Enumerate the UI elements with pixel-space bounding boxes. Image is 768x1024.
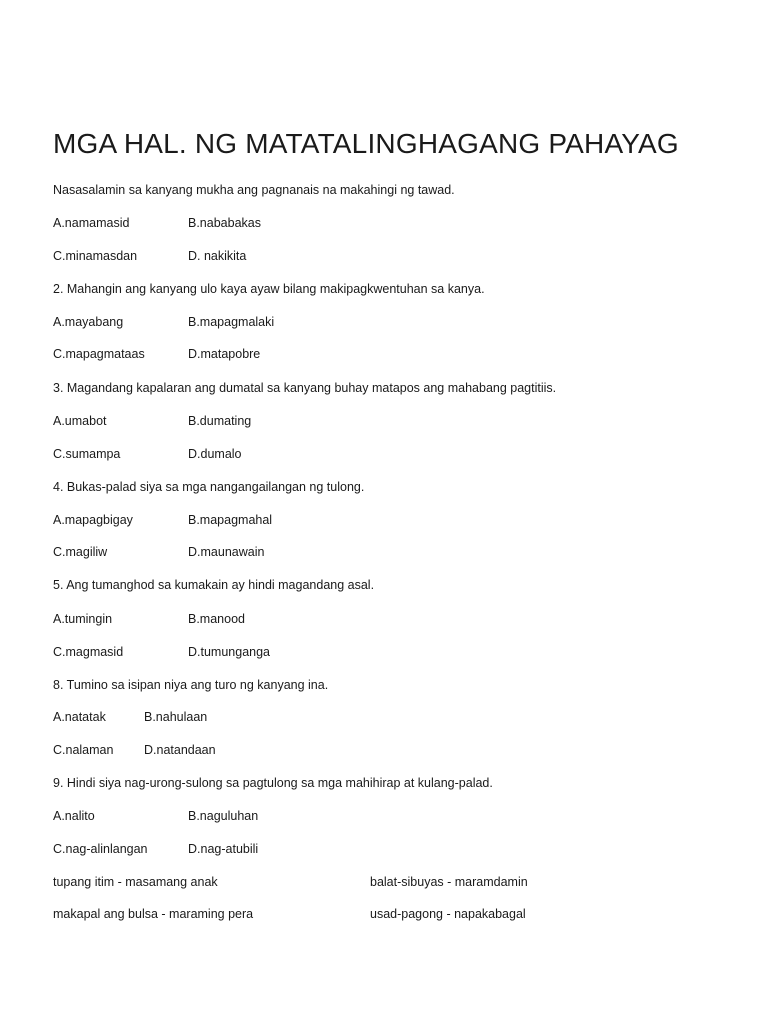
- option-b: B.nahulaan: [144, 710, 208, 724]
- option-c: C.magmasid: [53, 645, 124, 659]
- question-3-prompt: 3. Magandang kapalaran ang dumatal sa kanyang buhay matapos ang mahabang pagtitiis.: [53, 381, 557, 395]
- idiom-item: makapal ang bulsa - maraming pera: [53, 907, 254, 921]
- question-4-prompt: 4. Bukas-palad siya sa mga nangangailangan ng tulong.: [53, 480, 365, 494]
- option-c: C.minamasdan: [53, 249, 138, 263]
- option-d: D. nakikita: [188, 249, 247, 263]
- option-d: D.tumunganga: [188, 645, 271, 659]
- question-5-prompt: 5. Ang tumanghod sa kumakain ay hindi magandang asal.: [53, 578, 375, 592]
- option-c: C.sumampa: [53, 447, 121, 461]
- option-d: D.natandaan: [144, 743, 216, 757]
- option-b: B.mapagmalaki: [188, 315, 275, 329]
- option-c: C.nalaman: [53, 743, 114, 757]
- option-a: A.mapagbigay: [53, 513, 133, 527]
- option-c: C.mapagmataas: [53, 347, 145, 361]
- page-title: MGA HAL. NG MATATALINGHAGANG PAHAYAG: [53, 128, 679, 159]
- option-c: C.nag-alinlangan: [53, 842, 148, 856]
- question-8-prompt: 8. Tumino sa isipan niya ang turo ng kanyang ina.: [53, 678, 329, 692]
- option-b: B.naguluhan: [188, 809, 259, 823]
- option-c: C.magiliw: [53, 545, 108, 559]
- option-b: B.nababakas: [188, 216, 261, 230]
- idiom-item: usad-pagong - napakabagal: [370, 907, 526, 921]
- question-9-prompt: 9. Hindi siya nag-urong-sulong sa pagtulong sa mga mahihirap at kulang-palad.: [53, 776, 493, 790]
- option-b: B.dumating: [188, 414, 252, 428]
- option-d: D.maunawain: [188, 545, 265, 559]
- option-b: B.mapagmahal: [188, 513, 273, 527]
- option-a: A.nalito: [53, 809, 95, 823]
- option-a: A.tumingin: [53, 612, 113, 626]
- idiom-item: tupang itim - masamang anak: [53, 875, 218, 889]
- option-d: D.nag-atubili: [188, 842, 259, 856]
- option-a: A.namamasid: [53, 216, 130, 230]
- option-d: D.matapobre: [188, 347, 261, 361]
- question-2-prompt: 2. Mahangin ang kanyang ulo kaya ayaw bilang makipagkwentuhan sa kanya.: [53, 282, 485, 296]
- option-b: B.manood: [188, 612, 245, 626]
- question-1-prompt: Nasasalamin sa kanyang mukha ang pagnanais na makahingi ng tawad.: [53, 183, 455, 197]
- idiom-item: balat-sibuyas - maramdamin: [370, 875, 528, 889]
- option-a: A.umabot: [53, 414, 107, 428]
- option-a: A.mayabang: [53, 315, 124, 329]
- option-a: A.natatak: [53, 710, 106, 724]
- option-d: D.dumalo: [188, 447, 242, 461]
